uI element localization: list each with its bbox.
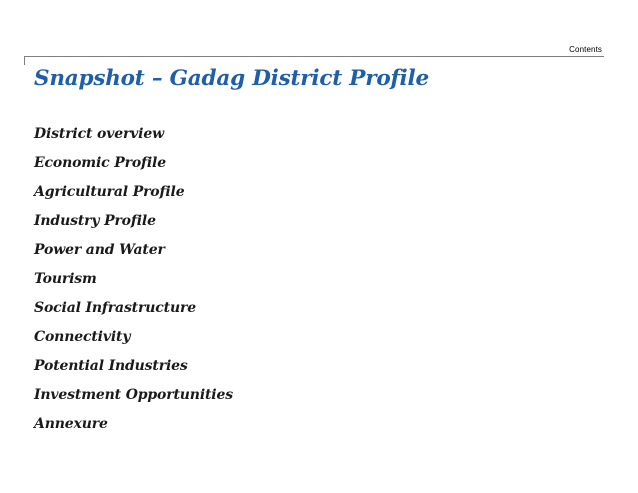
toc-item-tourism[interactable]: Tourism	[34, 271, 97, 287]
toc-item-investment-opportunities[interactable]: Investment Opportunities	[34, 387, 233, 403]
toc-item-connectivity[interactable]: Connectivity	[34, 329, 131, 345]
toc-item-industry-profile[interactable]: Industry Profile	[34, 213, 156, 229]
toc-item-district-overview[interactable]: District overview	[34, 126, 164, 142]
contents-link[interactable]: Contents	[569, 45, 602, 54]
header-rule	[24, 56, 604, 57]
toc-item-potential-industries[interactable]: Potential Industries	[34, 358, 188, 374]
toc-item-annexure[interactable]: Annexure	[34, 416, 108, 432]
header-rule-corner	[24, 56, 25, 65]
toc-item-economic-profile[interactable]: Economic Profile	[34, 155, 166, 171]
page-title: Snapshot – Gadag District Profile	[34, 66, 429, 91]
table-of-contents	[34, 124, 233, 443]
toc-item-social-infrastructure[interactable]: Social Infrastructure	[34, 300, 196, 316]
toc-item-agricultural-profile[interactable]: Agricultural Profile	[34, 184, 185, 200]
toc-item-power-and-water[interactable]: Power and Water	[34, 242, 165, 258]
